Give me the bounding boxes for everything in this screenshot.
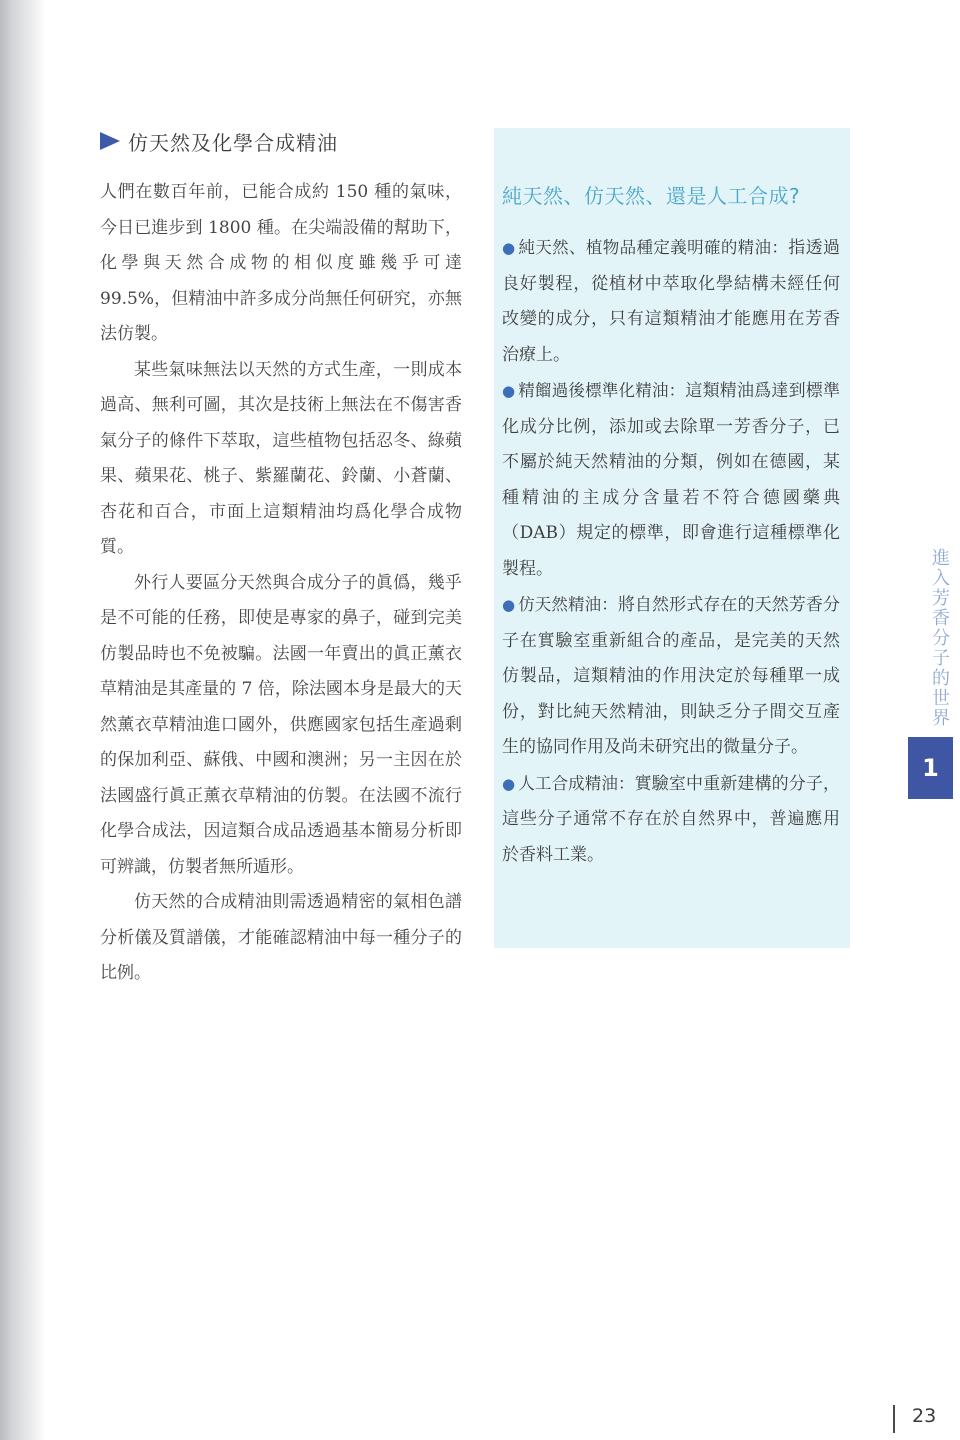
main-text-column: [100, 175, 462, 992]
bullet-icon: ●: [502, 239, 516, 257]
section-title: 仿天然及化學合成精油: [128, 130, 338, 155]
section-heading: [100, 125, 338, 157]
list-item: [502, 587, 840, 766]
page-number: 23: [912, 1405, 937, 1427]
item-text: 實驗室中重新建構的分子，這些分子通常不存在於自然界中，普遍應用於香料工業。: [502, 773, 841, 865]
body-paragraph: 仿天然的合成精油則需透過精密的氣相色譜分析儀及質譜儀，才能確認精油中每一種分子的比例。: [100, 892, 462, 983]
arrow-right-icon: [100, 132, 120, 150]
item-term: 人工合成精油：: [518, 773, 635, 793]
list-item: [502, 230, 840, 373]
chapter-tab-title: 進入芳香分子的世界: [929, 548, 950, 728]
body-paragraph: 某些氣味無法以天然的方式生產，一則成本過高、無利可圖，其次是技術上無法在不傷害香氣分子的條件下萃取，這些植物包括忍冬、綠蘋果、蘋果花、桃子、紫羅蘭花、鈴蘭、小蒼蘭、杏花和百合，市面上這類精油均爲化學合成物質。: [100, 359, 462, 557]
bullet-icon: ●: [502, 382, 516, 400]
chapter-tab-number: 1: [908, 737, 953, 799]
item-term: 純天然、植物品種定義明確的精油：: [518, 238, 789, 257]
list-item: [502, 373, 840, 587]
sidebar-title: 純天然、仿天然、還是人工合成?: [502, 184, 801, 208]
item-text: 將自然形式存在的天然芳香分子在實驗室重新組合的產品，是完美的天然仿製品，這類精油的作用決定於每種單一成份，對比純天然精油，則缺乏分子間交互產生的協同作用及尚未研究出的微量分子。: [502, 595, 841, 757]
item-term: 精餾過後標準化精油：: [518, 381, 686, 400]
list-item: [502, 766, 840, 874]
sidebar-list: [502, 230, 840, 873]
bullet-icon: ●: [502, 596, 516, 614]
body-paragraph: 人們在數百年前，已能合成約 150 種的氣味，今日已進步到 1800 種。在尖端設備的幫助下，化學與天然合成物的相似度雖幾乎可達 99.5%，但精油中許多成分尚無任何研究，亦無法仿製。: [100, 182, 462, 344]
page-number-divider: [893, 1405, 895, 1433]
item-text: 指透過良好製程，從植材中萃取化學結構未經任何改變的成分，只有這類精油才能應用在芳香治療上。: [502, 238, 841, 365]
sidebar-box: [494, 128, 850, 948]
bullet-icon: ●: [502, 774, 516, 793]
item-term: 仿天然精油：: [518, 595, 618, 614]
body-paragraph: 外行人要區分天然與合成分子的眞僞，幾乎是不可能的任務，即使是專家的鼻子，碰到完美仿製品時也不免被騙。法國一年賣出的眞正薰衣草精油是其產量的 7 倍，除法國本身是最大的天然薰衣草精油進口國外，供應國家包括生產過剩的保加利亞、蘇俄、中國和澳洲；另一主因在於法國盛行眞正薰衣草精油的仿製。在法國不流行化學合成法，因這類合成品透過基本簡易分析即可辨識，仿製者無所遁形。: [100, 572, 462, 877]
page-gutter-shadow: [0, 0, 46, 1440]
item-text: 這類精油爲達到標準化成分比例，添加或去除單一芳香分子，已不屬於純天然精油的分類，例如在德國，某種精油的主成分含量若不符合德國藥典（DAB）規定的標準，即會進行這種標準化製程。: [502, 381, 841, 579]
